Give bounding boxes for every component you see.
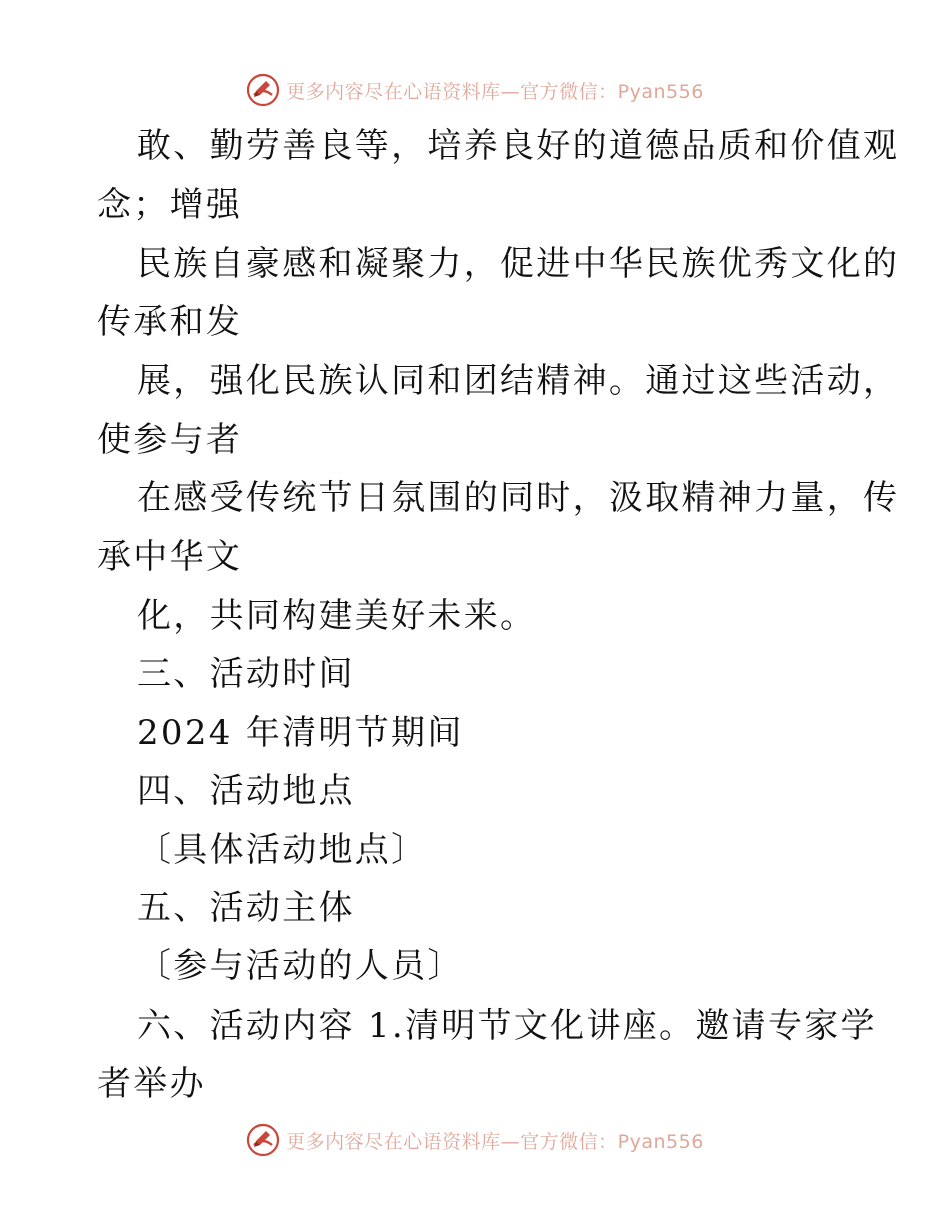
body-line: 化，共同构建美好未来。: [137, 596, 537, 636]
body-line: 念；增强: [97, 185, 243, 225]
body-line: 承中华文: [97, 537, 243, 577]
body-line: 使参与者: [97, 420, 243, 460]
book-pen-icon: [246, 73, 280, 107]
body-line: 民族自豪感和凝聚力，促进中华民族优秀文化的: [137, 244, 900, 284]
header-watermark: [0, 70, 950, 110]
section-heading: 四、活动地点: [137, 771, 355, 811]
footer-watermark: [0, 1120, 950, 1160]
section-heading: 六、活动内容 1.清明节文化讲座。邀请专家学: [137, 1006, 877, 1046]
section-heading: 三、活动时间: [137, 654, 355, 694]
body-line: 展，强化民族认同和团结精神。通过这些活动，: [137, 361, 900, 401]
body-line: 〔参与活动的人员〕: [137, 946, 464, 986]
watermark-text: 更多内容尽在心语资料库—官方微信：Pyan556: [286, 1130, 704, 1153]
book-pen-icon: [246, 1123, 280, 1157]
body-line: 在感受传统节日氛围的同时，汲取精神力量，传: [137, 478, 900, 518]
body-line: 2024 年清明节期间: [137, 713, 464, 753]
body-line: 敢、勤劳善良等，培养良好的道德品质和价值观: [137, 126, 900, 166]
body-line: 传承和发: [97, 302, 243, 342]
section-heading: 五、活动主体: [137, 888, 355, 928]
body-line: 〔具体活动地点〕: [137, 830, 428, 870]
body-line: 者举办: [97, 1064, 206, 1104]
watermark-text: 更多内容尽在心语资料库—官方微信：Pyan556: [286, 80, 704, 103]
